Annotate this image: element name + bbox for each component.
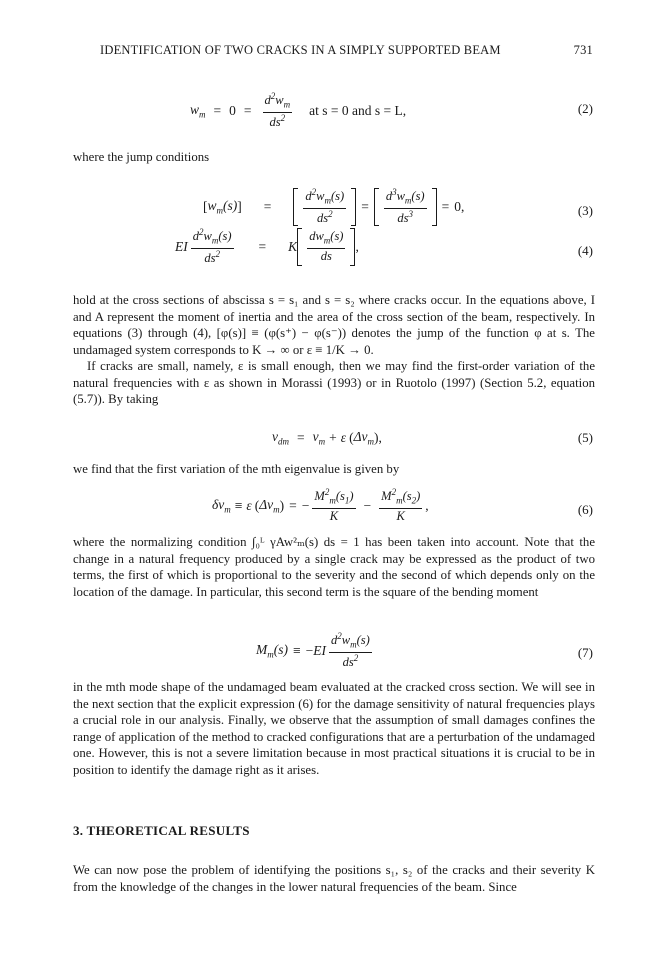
paragraph-mode-shape: in the mth mode shape of the undamaged beam evaluated at the cracked cross section. We will see in the next section that the explicit expression (6) for the damage sensitivity of natural frequencies plays a crucial role in our analysis. Finally, we observe that the assumption of small damages confines the range of application of the method to cracked configurations that are a perturbation of the undamaged one. However, this is not a severe limitation because in most practical situations it is crucial to be in position to identify the damage right as it arises. (73, 680, 595, 777)
paragraph-theoretical-results: We can now pose the problem of identifying the positions s₁, s₂ of the cracks and their severity K from the knowledge of the changes in the lower natural frequencies of the beam. Since (73, 863, 595, 894)
running-title: IDENTIFICATION OF TWO CRACKS IN A SIMPLY SUPPORTED BEAM (100, 43, 501, 57)
section-heading: 3. THEORETICAL RESULTS (73, 823, 250, 838)
paragraph-first-variation: we find that the first variation of the mth eigenvalue is given by (73, 462, 400, 476)
paragraph-small-cracks: If cracks are small, namely, ε is small enough, then we may find the first-order variation of the natural frequencies with ε as shown in Morassi (1993) or in Ruotolo (1997) (Section 5.2, equation (5.7)). By taking (73, 359, 595, 406)
equation-6: $\delta v_m$ ≡ ε ( $\Delta v_m$ ) = − $\frac{M^2_m(s_1)}{K}$ − $\frac{M^2_m(s_2)}{K}$ , (212, 487, 429, 523)
equation-number-3: (3) (577, 203, 593, 218)
equation-4: EI $\frac{d^2w_m(s)}{ds^2}$ = K $\frac{dw_m(s)}{ds}$ , (175, 227, 359, 265)
equation-number-5: (5) (577, 430, 593, 445)
equation-number-6: (6) (577, 502, 593, 517)
page-number: 731 (573, 43, 593, 57)
equation-number-2: (2) (577, 101, 593, 116)
equation-3: [ $w_m(s)$ ] = $\frac{d^2w_m(s)}{ds^2}$ = $\frac{d^3w_m(s)}{ds^3}$ = 0, (203, 187, 465, 225)
equation-number-7: (7) (577, 645, 593, 660)
equation-2-condition: at s = 0 and s = L, (309, 102, 407, 118)
paragraph-jump-conditions: where the jump conditions (73, 150, 210, 164)
paragraph-cross-sections: hold at the cross sections of abscissa s = s₁ and s = s₂ where cracks occur. In the equations above, I and A represent the moment of inertia and the area of the cross section of the beam, respectively. In equations (3) through (4), [φ(s)] ≡ (φ(s⁺) − φ(s⁻)) denotes the jump of the function φ at s. The undamaged system corresponds to K → ∞ or ε ≡ 1/K → 0. (73, 293, 595, 357)
equation-5: $v_{dm}$ = $v_m$ + ε ( $\Delta v_m$ ), (272, 429, 382, 447)
equation-2: $w_m$ = 0 = $\frac{d^2w_m}{ds^2}$ at s = 0 and s = L, (190, 91, 407, 129)
equation-7: $M_m(s)$ ≡ − EI $\frac{d^2w_m(s)}{ds^2}$ (256, 631, 370, 669)
running-header (100, 43, 593, 58)
paragraph-normalizing-condition: where the normalizing condition ∫₀ᴸ γAw²ₘ(s) ds = 1 has been taken into account. Note that the change in a natural frequency produced by a single crack may be expressed as the product of two terms, the first of which is proportional to the severity and the second of which depends only on the location of the damage. In particular, this second term is the square of the bending moment (73, 535, 595, 599)
equation-number-4: (4) (577, 243, 593, 258)
